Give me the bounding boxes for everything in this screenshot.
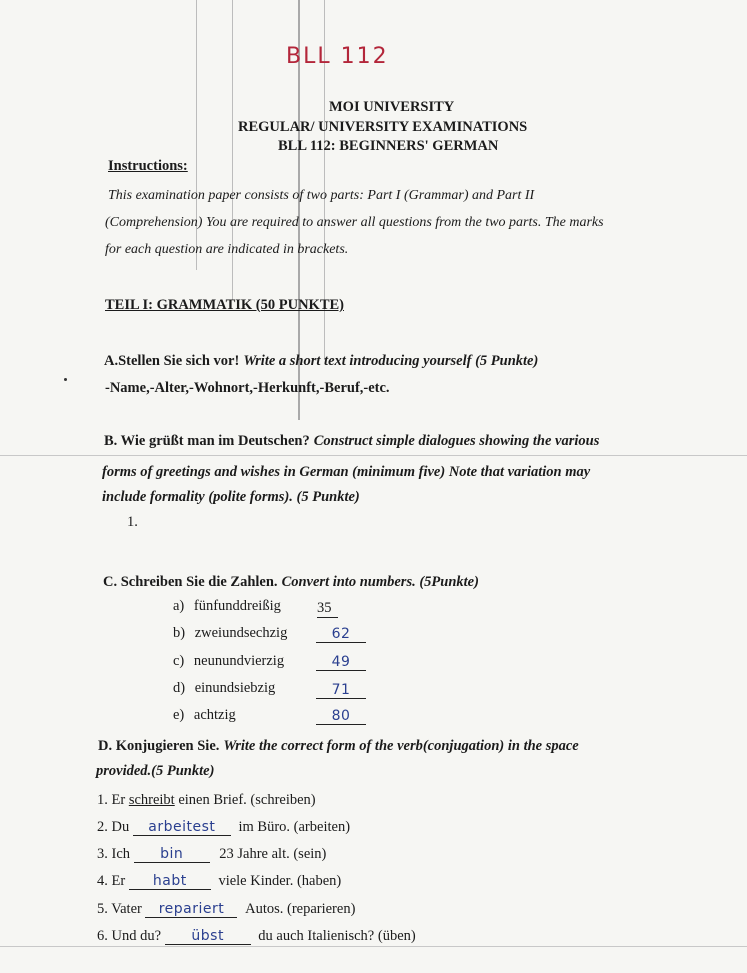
item-letter: c) [173, 653, 185, 669]
section-a-label: A.Stellen Sie sich vor! [104, 353, 240, 369]
answer-49: 49 [316, 654, 366, 671]
section-b-text-2: forms of greetings and wishes in German (minimum five) Note that variation may [102, 464, 591, 480]
item-prefix: 3. Ich [97, 846, 131, 862]
answer-62: 62 [316, 626, 366, 643]
item-suffix: im Büro. (arbeiten) [238, 819, 351, 835]
number-word: neunundvierzig [193, 653, 285, 669]
answer-71: 71 [316, 682, 366, 699]
conjugation-item-3 [97, 846, 326, 863]
section-a-hint: -Name,-Alter,-Wohnort,-Herkunft,-Beruf,-etc. [105, 380, 390, 396]
instructions-line-1: This examination paper consists of two parts: Part I (Grammar) and Part II [108, 188, 535, 203]
section-c-instruction: Convert into numbers. (5Punkte) [281, 574, 479, 590]
item-suffix: 23 Jahre alt. (sein) [219, 846, 327, 862]
section-d-instruction-1: Write the correct form of the verb(conjugation) in the space [223, 738, 579, 754]
bullet-dot [64, 378, 67, 381]
section-b-text-1: Construct simple dialogues showing the various [313, 433, 600, 449]
section-c-item-e [173, 707, 236, 724]
answer-35: 35 [317, 600, 338, 618]
item-suffix: viele Kinder. (haben) [218, 873, 342, 889]
section-b-item-1: 1. [127, 514, 138, 530]
item-suffix: Autos. (reparieren) [245, 901, 356, 917]
handwritten-course-code: BLL 112 [286, 44, 389, 69]
university-name: MOI UNIVERSITY [329, 99, 455, 115]
section-a-instruction: Write a short text introducing yourself (5 Punkte) [243, 353, 539, 369]
item-letter: e) [173, 707, 185, 723]
section-c-item-d [173, 680, 275, 697]
item-letter: d) [173, 680, 186, 696]
instructions-heading: Instructions: [108, 158, 188, 174]
section-b-text-3: include formality (polite forms). (5 Punkte) [102, 489, 360, 505]
section-c-item-a [173, 598, 281, 615]
section-b-label: B. Wie grüßt man im Deutschen? [104, 433, 310, 449]
conjugation-item-1 [97, 792, 316, 809]
section-c-label: C. Schreiben Sie die Zahlen. [103, 574, 278, 590]
scan-artifact-horizontal [0, 455, 747, 456]
conjugation-item-2 [97, 819, 350, 836]
number-word: fünfunddreißig [193, 598, 281, 614]
section-c-item-c [173, 653, 284, 670]
item-prefix: 5. Vater [97, 901, 142, 917]
item-answer: übst [165, 928, 251, 945]
item-letter: a) [173, 598, 185, 614]
item-suffix: du auch Italienisch? (üben) [258, 928, 416, 944]
item-letter: b) [173, 625, 186, 641]
item-answer: habt [129, 873, 211, 890]
item-answer: schreibt [128, 792, 175, 808]
item-answer: bin [134, 846, 210, 863]
number-word: einundsiebzig [194, 680, 276, 696]
item-prefix: 6. Und du? [97, 928, 162, 944]
conjugation-item-6 [97, 928, 416, 945]
course-title: BLL 112: BEGINNERS' GERMAN [278, 138, 499, 154]
number-word: achtzig [193, 707, 236, 723]
conjugation-item-4 [97, 873, 341, 890]
item-suffix: einen Brief. (schreiben) [178, 792, 316, 808]
teil1-heading: TEIL I: GRAMMATIK (50 PUNKTE) [105, 297, 344, 313]
section-c-line [103, 573, 479, 591]
instructions-line-3: for each question are indicated in brackets. [105, 242, 349, 257]
section-c-item-b [173, 625, 287, 642]
section-d-instruction-2: provided.(5 Punkte) [96, 763, 215, 779]
item-answer: repariert [145, 901, 237, 918]
answer-80: 80 [316, 708, 366, 725]
item-prefix: 2. Du [97, 819, 130, 835]
exam-type: REGULAR/ UNIVERSITY EXAMINATIONS [238, 119, 528, 135]
section-d-label: D. Konjugieren Sie. [98, 738, 220, 754]
section-d-line-1 [98, 737, 579, 755]
scan-artifact-horizontal [0, 946, 747, 947]
number-word: zweiundsechzig [194, 625, 288, 641]
section-b-line-1 [104, 432, 599, 450]
instructions-line-2: (Comprehension) You are required to answer all questions from the two parts. The marks [105, 215, 604, 230]
item-prefix: 4. Er [97, 873, 126, 889]
item-prefix: 1. Er [97, 792, 126, 808]
section-a-line [104, 352, 538, 370]
item-answer: arbeitest [133, 819, 231, 836]
conjugation-item-5 [97, 901, 355, 918]
